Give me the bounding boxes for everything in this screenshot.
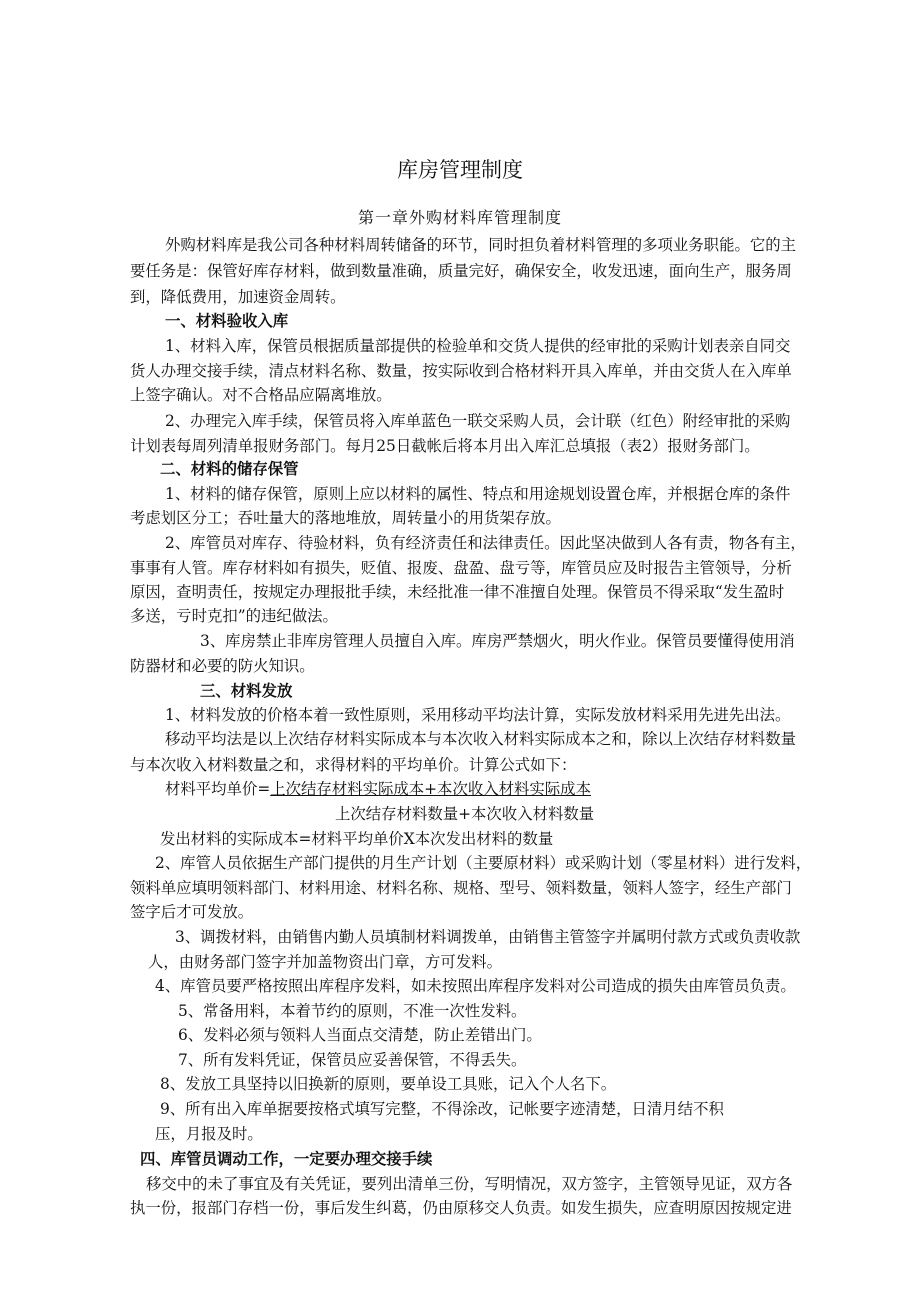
paragraph-line: 5、常备用料，本着节约的原则，不准一次性发料。 xyxy=(178,1002,527,1020)
formula-numerator: 上次结存材料实际成本+本次收入材料实际成本 xyxy=(270,780,591,798)
paragraph-line: 8、发放工具坚持以旧换新的原则，要单设工具账，记入个人名下。 xyxy=(160,1075,617,1093)
paragraph-line: 压，月报及时。 xyxy=(155,1125,263,1143)
paragraph-line: 6、发料必须与领料人当面点交清楚，防止差错出门。 xyxy=(178,1026,542,1044)
paragraph-line: 9、所有出入库单据要按格式填写完整，不得涂改，记帐要字迹清楚，日清月结不积 xyxy=(160,1100,724,1118)
paragraph-line: 上签字确认。对不合格品应隔离堆放。 xyxy=(130,386,392,404)
paragraph-line: 2、办理完入库手续，保管员将入库单蓝色一联交采购人员，会计联（红色）附经审批的采购 xyxy=(165,412,791,430)
section-heading: 一、材料验收入库 xyxy=(165,312,289,330)
paragraph-line: 人，由财务部门签字并加盖物资出门章，方可发料。 xyxy=(148,953,502,971)
intro-line: 到，降低费用，加速资金周转。 xyxy=(130,288,346,306)
paragraph-line: 事事有人管。库存材料如有损失，贬值、报废、盘盈、盘亏等，库管员应及时报告主管领导，分析 xyxy=(130,559,792,577)
paragraph-line: 原因，查明责任，按规定办理报批手续，未经批准一律不准擅自处理。保管员不得采取“发生盈时 xyxy=(130,583,785,601)
paragraph-line: 领料单应填明领料部门、材料用途、材料名称、规格、型号、领料数量，领料人签字，经生产部门 xyxy=(130,879,792,897)
paragraph-line: 多送，亏时克扣”的违纪做法。 xyxy=(130,607,338,625)
intro-line: 外购材料库是我公司各种材料周转储备的环节，同时担负着材料管理的多项业务职能。它的主 xyxy=(165,236,797,254)
paragraph-line: 1、材料入库，保管员根据质量部提供的检验单和交货人提供的经审批的采购计划表亲自同交 xyxy=(165,337,791,355)
section-heading: 三、材料发放 xyxy=(200,682,293,700)
paragraph-line: 1、材料的储存保管，原则上应以材料的属性、特点和用途规划设置仓库，并根据仓库的条件 xyxy=(165,485,791,503)
paragraph-line: 计划表每周列清单报财务部门。每月25日截帐后将本月出入库汇总填报（表2）报财务部门。 xyxy=(130,437,760,455)
paragraph-line: 2、库管员对库存、待验材料，负有经济责任和法律责任。因此坚决做到人各有责，物各有主， xyxy=(165,534,806,552)
paragraph-line: 防器材和必要的防火知识。 xyxy=(130,657,315,675)
section-heading: 四、库管员调动工作，一定要办理交接手续 xyxy=(140,1150,433,1168)
formula-line xyxy=(165,779,591,799)
chapter-title: 第一章外购材料库管理制度 xyxy=(357,208,562,227)
formula-line: 发出材料的实际成本=材料平均单价X本次发出材料的数量 xyxy=(160,830,554,848)
formula-denominator: 上次结存材料数量+本次收入材料数量 xyxy=(335,805,595,823)
paragraph-line: 2、库管人员依据生产部门提供的月生产计划（主要原材料）或采购计划（零星材料）进行发料， xyxy=(155,854,812,872)
paragraph-line: 3、库房禁止非库房管理人员擅自入库。库房严禁烟火，明火作业。保管员要懂得使用消 xyxy=(200,632,795,650)
paragraph-line: 移交中的未了事宜及有关凭证，要列出清单三份，写明情况，双方签字，主管领导见证，双方各 xyxy=(146,1175,793,1193)
paragraph-line: 与本次收入材料数量之和，求得材料的平均单价。计算公式如下： xyxy=(130,756,577,774)
paragraph-line: 执一份，报部门存档一份，事后发生纠葛，仍由原移交人负责。如发生损失，应查明原因按规定进 xyxy=(130,1199,792,1217)
paragraph-line: 签字后才可发放。 xyxy=(130,903,254,921)
paragraph-line: 货人办理交接手续，清点材料名称、数量，按实际收到合格材料开具入库单，并由交货人在入库单 xyxy=(130,362,792,380)
formula-label: 材料平均单价= xyxy=(165,780,271,798)
paragraph-line: 移动平均法是以上次结存材料实际成本与本次收入材料实际成本之和，除以上次结存材料数量 xyxy=(165,730,797,748)
document-title: 库房管理制度 xyxy=(397,158,523,182)
paragraph-line: 7、所有发料凭证，保管员应妥善保管，不得丢失。 xyxy=(178,1051,527,1069)
paragraph-line: 3、调拨材料，由销售内勤人员填制材料调拨单，由销售主管签字并属明付款方式或负责收款 xyxy=(175,928,801,946)
paragraph-line: 4、库管员要严格按照出库程序发料，如未按照出库程序发料对公司造成的损失由库管员负责。 xyxy=(155,977,796,995)
paragraph-line: 考虑划区分工；吞吐量大的落地堆放，周转量小的用货架存放。 xyxy=(130,509,561,527)
intro-line: 要任务是：保管好库存材料，做到数量准确，质量完好，确保安全，收发迅速，面向生产，服务周 xyxy=(130,262,792,280)
section-heading: 二、材料的储存保管 xyxy=(160,460,299,478)
paragraph-line: 1、材料发放的价格本着一致性原则，采用移动平均法计算，实际发放材料采用先进先出法。 xyxy=(165,706,791,724)
